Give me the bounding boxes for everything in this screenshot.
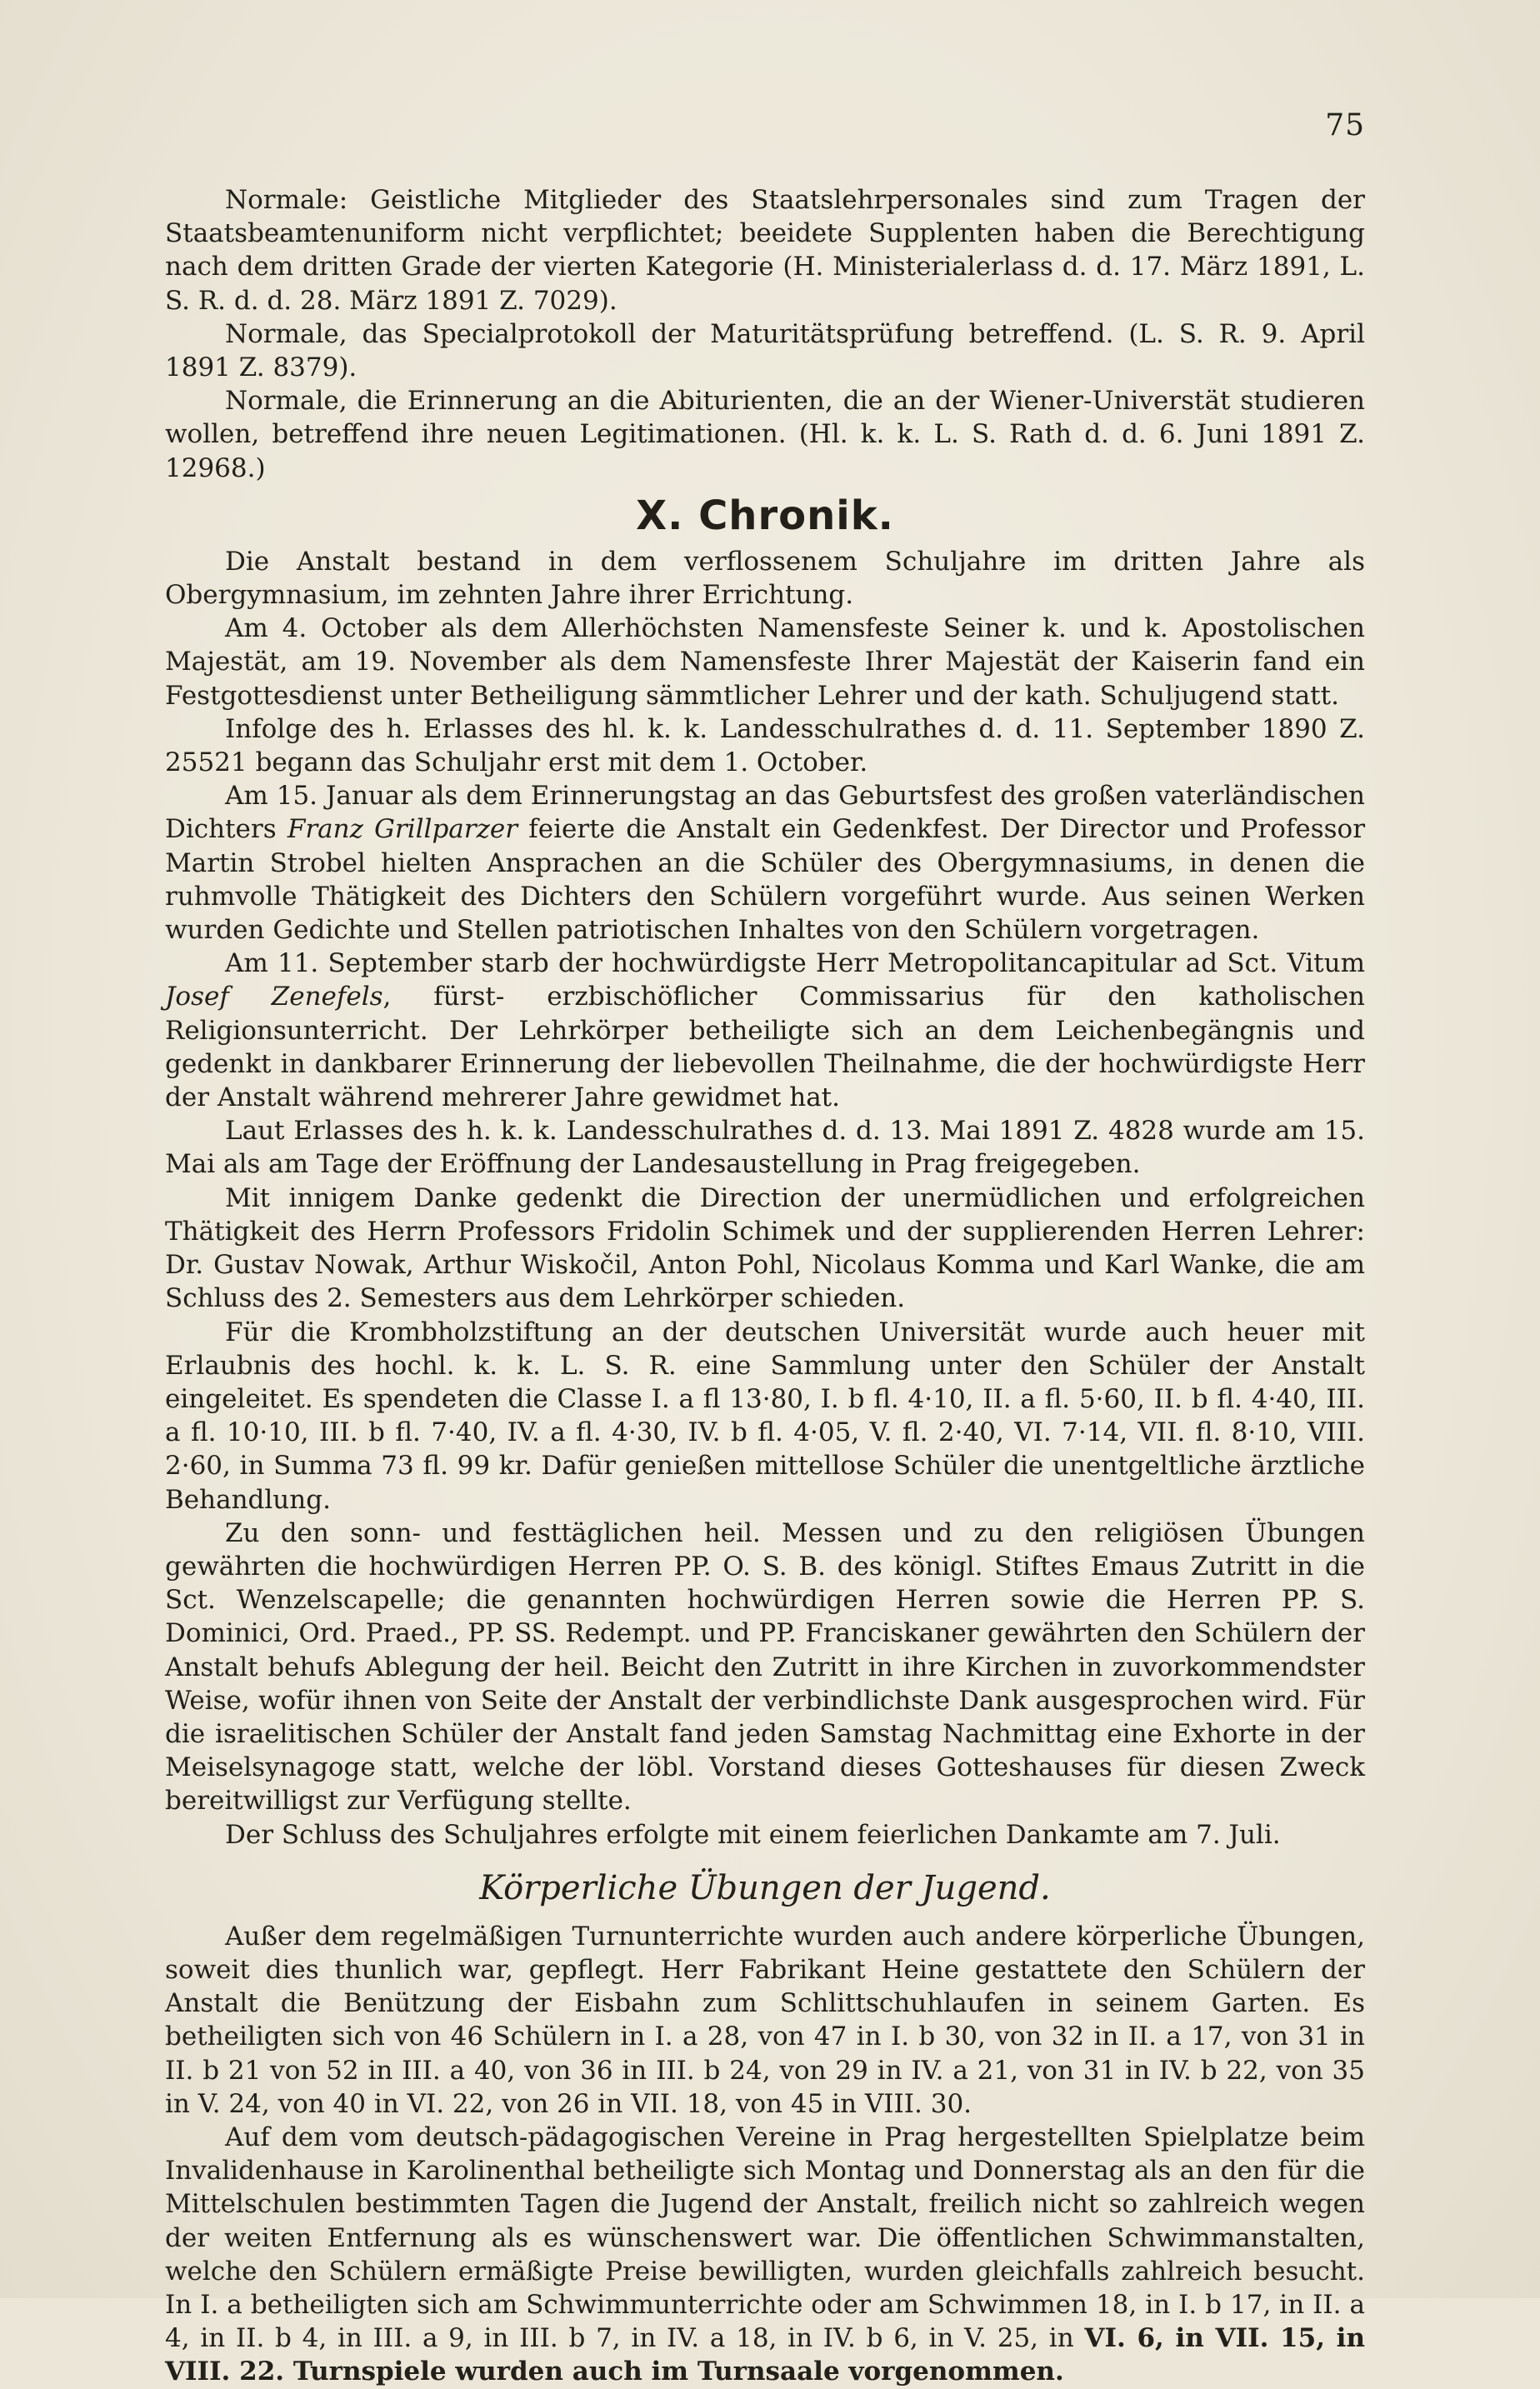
- chronik-paragraph-4: [165, 779, 1365, 947]
- koerper-paragraph-1: Außer dem regelmäßigen Turnunterrichte wurden auch andere körperliche Übungen, soweit dies thunlich war, gepflegt. Herr Fabrikant Heine gestattete den Schülern der Anstalt die Benützung der Eisbahn zum Schlittschuhlaufen in seinem Garten. Es betheiligten sich von 46 Schülern in I. a 28, von 47 in I. b 30, von 32 in II. a 17, von 31 in II. b 21 von 52 in III. a 40, von 36 in III. b 24, von 29 in IV. a 21, von 31 in IV. b 22, von 35 in V. 24, von 40 in VI. 22, von 26 in VII. 18, von 45 in VIII. 30.: [165, 1921, 1365, 2119]
- koerper-paragraph-2: [165, 2121, 1365, 2389]
- koerper-p2-text-b: VI. 6, in VII. 15, in VIII. 22. Turnspiele wurden auch im Turnsaale vorgenommen.: [165, 2323, 1365, 2387]
- page-number: 75: [1325, 108, 1365, 142]
- koerper-heading: Körperliche Übungen der Jugend.: [479, 1868, 1051, 1907]
- chronik-heading: X. Chronik.: [636, 492, 894, 539]
- chronik-paragraph-1: Die Anstalt bestand in dem verflossenem Schuljahre im dritten Jahre als Obergymnasium, im zehnten Jahre ihrer Errichtung.: [165, 546, 1365, 611]
- intro-paragraph-2: Normale, das Specialprotokoll der Maturitätsprüfung betreffend. (L. S. R. 9. April 1891 Z. 8379).: [165, 318, 1365, 383]
- chronik-paragraph-3: Infolge des h. Erlasses des hl. k. k. Landesschulrathes d. d. 11. September 1890 Z. 25521 begann das Schuljahr erst mit dem 1. October.: [165, 713, 1365, 778]
- chronik-paragraph-2: Am 4. October als dem Allerhöchsten Namensfeste Seiner k. und k. Apostolischen Majestät, am 19. November als dem Namensfeste Ihrer Majestät der Kaiserin fand ein Festgottesdienst unter Betheiligung sämmtlicher Lehrer und der kath. Schuljugend statt.: [165, 613, 1365, 711]
- intro-paragraph-3: Normale, die Erinnerung an die Abiturienten, die an der Wiener-Universtät studieren wollen, betreffend ihre neuen Legitimationen. (Hl. k. k. L. S. Rath d. d. 6. Juni 1891 Z. 12968.): [165, 386, 1365, 483]
- chronik-paragraph-6: Laut Erlasses des h. k. k. Landesschulrathes d. d. 13. Mai 1891 Z. 4828 wurde am 15. Mai als am Tage der Eröffnung der Landesaustellung in Prag freigegeben.: [165, 1116, 1365, 1180]
- intro-paragraph-1: Normale: Geistliche Mitglieder des Staatslehrpersonales sind zum Tragen der Staatsbeamtenuniform nicht verpflichtet; beeidete Supplenten haben die Berechtigung nach dem dritten Grade der vierten Kategorie (H. Ministerialerlass d. d. 17. März 1891, L. S. R. d. d. 28. März 1891 Z. 7029).: [165, 185, 1365, 316]
- chronik-paragraph-9: Zu den sonn- und festtäglichen heil. Messen und zu den religiösen Übungen gewährten die hochwürdigen Herren PP. O. S. B. des königl. Stiftes Emaus Zutritt in die Sct. Wenzelscapelle; die genannten hochwürdigen Herren sowie die Herren PP. S. Dominici, Ord. Praed., PP. SS. Redempt. und PP. Franciskaner gewährten den Schülern der Anstalt behufs Ablegung der heil. Beicht den Zutritt in ihre Kirchen in zuvorkommendster Weise, wofür ihnen von Seite der Anstalt der verbindlichste Dank ausgesprochen wird. Für die israelitischen Schüler der Anstalt fand jeden Samstag Nachmittag eine Exhorte in der Meiselsynagoge statt, welche der löbl. Vorstand dieses Gotteshauses für diesen Zweck bereitwilligst zur Verfügung stellte.: [165, 1517, 1365, 1817]
- chronik-paragraph-10: Der Schluss des Schuljahres erfolgte mit einem feierlichen Dankamte am 7. Juli.: [225, 1819, 1281, 1850]
- chronik-paragraph-5: [165, 947, 1365, 1114]
- chronik-p4-text-b: feierte die Anstalt ein Gedenkfest. Der Director und Professor Martin Strobel hielten Ansprachen an die Schüler des Obergymnasiums, in denen die ruhmvolle Thätigkeit des Dichters den Schülern vorgeführt wurde. Aus seinen Werken wurden Gedichte und Stellen patriotischen Inhaltes von den Schülern vorgetragen.: [165, 814, 1366, 946]
- chronik-paragraph-7: Mit innigem Danke gedenkt die Direction der unermüdlichen und erfolgreichen Thätigkeit des Herrn Professors Fridolin Schimek und der supplierenden Herren Lehrer: Dr. Gustav Nowak, Arthur Wiskočil, Anton Pohl, Nicolaus Komma und Karl Wanke, die am Schluss des 2. Semesters aus dem Lehrkörper schieden.: [165, 1182, 1365, 1314]
- capitular-name: Josef Zenefels: [165, 982, 383, 1012]
- page-content: [165, 183, 1365, 2389]
- poet-name: Franz Grillparzer: [287, 814, 518, 845]
- chronik-p4-text-a: Am 15. Januar als dem Erinnerungstag an das Geburtsfest des großen vaterländischen Dichters: [165, 781, 1365, 845]
- koerper-p2-text-a: Auf dem vom deutsch-pädagogischen Vereine in Prag hergestellten Spielplatze beim Invalidenhause in Karolinenthal betheiligte sich Montag und Donnerstag als an den für die Mittelschulen bestimmten Tagen die Jugend der Anstalt, freilich nicht so zahlreich wegen der weiten Entfernung als es wünschenswert war. Die öffentlichen Schwimmanstalten, welche den Schülern ermäßigte Preise bewilligten, wurden gleichfalls zahlreich besucht. In I. a betheiligten sich am Schwimmunterrichte oder am Schwimmen 18, in I. b 17, in II. a 4, in II. b 4, in III. a 9, in III. b 7, in IV. a 18, in IV. b 6, in V. 25, in: [165, 2122, 1365, 2354]
- chronik-paragraph-8: Für die Krombholzstiftung an der deutschen Universität wurde auch heuer mit Erlaubnis des hochl. k. k. L. S. R. eine Sammlung unter den Schüler der Anstalt eingeleitet. Es spendeten die Classe I. a fl 13·80, I. b fl. 4·10, II. a fl. 5·60, II. b fl. 4·40, III. a fl. 10·10, III. b fl. 7·40, IV. a fl. 4·30, IV. b fl. 4·05, V. fl. 2·40, VI. 7·14, VII. fl. 8·10, VIII. 2·60, in Summa 73 fl. 99 kr. Dafür genießen mittellose Schüler die unentgeltliche ärztliche Behandlung.: [165, 1317, 1365, 1515]
- chronik-p5-text-b: , fürst- erzbischöflicher Commissarius für den katholischen Religionsunterricht. Der Lehrkörper betheiligte sich an dem Leichenbegängnis und gedenkt in dankbarer Erinnerung der liebevollen Theilnahme, die der hochwürdigste Herr der Anstalt während mehrerer Jahre gewidmet hat.: [165, 982, 1366, 1113]
- chronik-p5-text-a: Am 11. September starb der hochwürdigste Herr Metropolitancapitular ad Sct. Vitum: [225, 948, 1365, 979]
